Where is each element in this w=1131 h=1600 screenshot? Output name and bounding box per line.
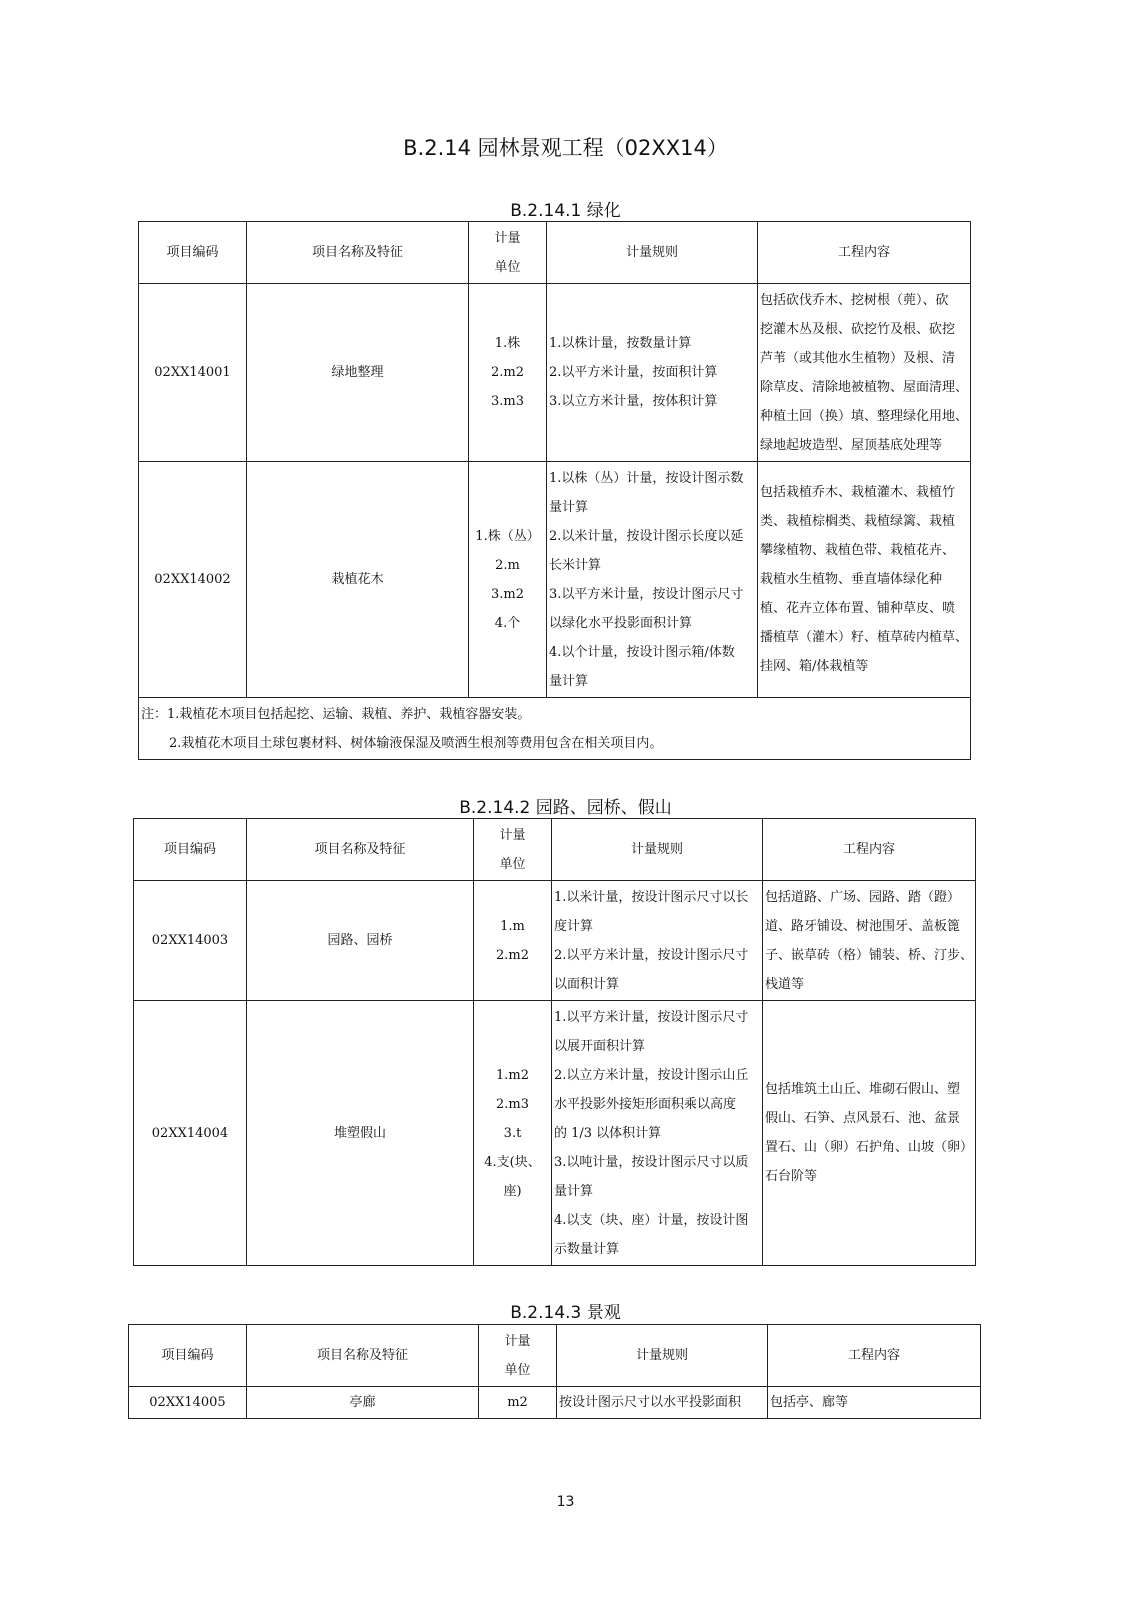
- table-header-row: [129, 1325, 981, 1387]
- table-row: [134, 1001, 976, 1266]
- header-rule: 计量规则: [557, 1325, 768, 1387]
- header-unit: 计量 单位: [479, 1325, 557, 1387]
- item-rules: 按设计图示尺寸以水平投影面积: [557, 1387, 768, 1419]
- item-code: 02XX14003: [134, 881, 247, 1001]
- item-content: 包括堆筑土山丘、堆砌石假山、塑 假山、石笋、点风景石、池、盆景 置石、山（卵）石护角、山坡（卵） 石台阶等: [763, 1001, 976, 1266]
- item-name: 园路、园桥: [247, 881, 474, 1001]
- item-content: 包括亭、廊等: [768, 1387, 981, 1419]
- item-content: 包括砍伐乔木、挖树根（蔸）、砍 挖灌木丛及根、砍挖竹及根、砍挖 芦苇（或其他水生植物）及根、清 除草皮、清除地被植物、屋面清理、 种植土回（换）填、整理绿化用地、 绿地起坡造型、屋顶基底处理等: [758, 284, 971, 462]
- item-units: 1.株 2.m2 3.m3: [469, 284, 547, 462]
- table-row: [129, 1387, 981, 1419]
- header-code: 项目编码: [129, 1325, 247, 1387]
- header-name: 项目名称及特征: [247, 819, 474, 881]
- item-content: 包括道路、广场、园路、踏（蹬） 道、路牙铺设、树池围牙、盖板篦 子、嵌草砖（格）铺装、桥、汀步、 栈道等: [763, 881, 976, 1001]
- header-rule: 计量规则: [547, 222, 758, 284]
- table-row: [139, 462, 971, 698]
- header-rule: 计量规则: [552, 819, 763, 881]
- table-notes: 注：1.栽植花木项目包括起挖、运输、栽植、养护、栽植容器安装。 2.栽植花木项目土球包裹材料、树体输液保湿及喷洒生根剂等费用包含在相关项目内。: [139, 698, 971, 760]
- item-name: 堆塑假山: [247, 1001, 474, 1266]
- header-name: 项目名称及特征: [247, 222, 469, 284]
- item-code: 02XX14005: [129, 1387, 247, 1419]
- page-number: 13: [556, 1494, 575, 1510]
- table-paths-bridges-rockery: [133, 818, 976, 1266]
- section2-subtitle: B.2.14.2 园路、园桥、假山: [459, 798, 672, 818]
- item-units: 1.株（丛） 2.m 3.m2 4.个: [469, 462, 547, 698]
- item-code: 02XX14001: [139, 284, 247, 462]
- table-landscape: [128, 1324, 981, 1419]
- table-greening: [138, 221, 971, 760]
- header-content: 工程内容: [768, 1325, 981, 1387]
- item-name: 亭廊: [247, 1387, 479, 1419]
- item-units: 1.m 2.m2: [474, 881, 552, 1001]
- header-name: 项目名称及特征: [247, 1325, 479, 1387]
- table-row: [139, 284, 971, 462]
- item-name: 栽植花木: [247, 462, 469, 698]
- table-notes-row: [139, 698, 971, 760]
- header-code: 项目编码: [134, 819, 247, 881]
- table-header-row: [139, 222, 971, 284]
- header-content: 工程内容: [763, 819, 976, 881]
- section1-subtitle: B.2.14.1 绿化: [510, 201, 621, 221]
- item-code: 02XX14002: [139, 462, 247, 698]
- item-name: 绿地整理: [247, 284, 469, 462]
- item-code: 02XX14004: [134, 1001, 247, 1266]
- table-header-row: [134, 819, 976, 881]
- header-code: 项目编码: [139, 222, 247, 284]
- item-rules: 1.以米计量，按设计图示尺寸以长 度计算 2.以平方米计量，按设计图示尺寸 以面积计算: [552, 881, 763, 1001]
- header-unit: 计量 单位: [469, 222, 547, 284]
- item-units: 1.m2 2.m3 3.t 4.支(块、 座): [474, 1001, 552, 1266]
- page-title: B.2.14 园林景观工程（02XX14）: [403, 136, 728, 160]
- item-rules: 1.以株（丛）计量，按设计图示数 量计算 2.以米计量，按设计图示长度以延 长米计算 3.以平方米计量，按设计图示尺寸 以绿化水平投影面积计算 4.以个计量，按设计图示箱/体数 量计算: [547, 462, 758, 698]
- item-rules: 1.以株计量，按数量计算 2.以平方米计量，按面积计算 3.以立方米计量，按体积计算: [547, 284, 758, 462]
- header-content: 工程内容: [758, 222, 971, 284]
- section3-subtitle: B.2.14.3 景观: [510, 1303, 621, 1323]
- header-unit: 计量 单位: [474, 819, 552, 881]
- item-units: m2: [479, 1387, 557, 1419]
- item-rules: 1.以平方米计量，按设计图示尺寸 以展开面积计算 2.以立方米计量，按设计图示山丘 水平投影外接矩形面积乘以高度 的 1/3 以体积计算 3.以吨计量，按设计图示尺寸以质 量计算 4.以支（块、座）计量，按设计图 示数量计算: [552, 1001, 763, 1266]
- table-row: [134, 881, 976, 1001]
- item-content: 包括栽植乔木、栽植灌木、栽植竹 类、栽植棕榈类、栽植绿篱、栽植 攀缘植物、栽植色带、栽植花卉、 栽植水生植物、垂直墙体绿化种 植、花卉立体布置、铺种草皮、喷 播植草（灌木）籽、植草砖内植草、 挂网、箱/体栽植等: [758, 462, 971, 698]
